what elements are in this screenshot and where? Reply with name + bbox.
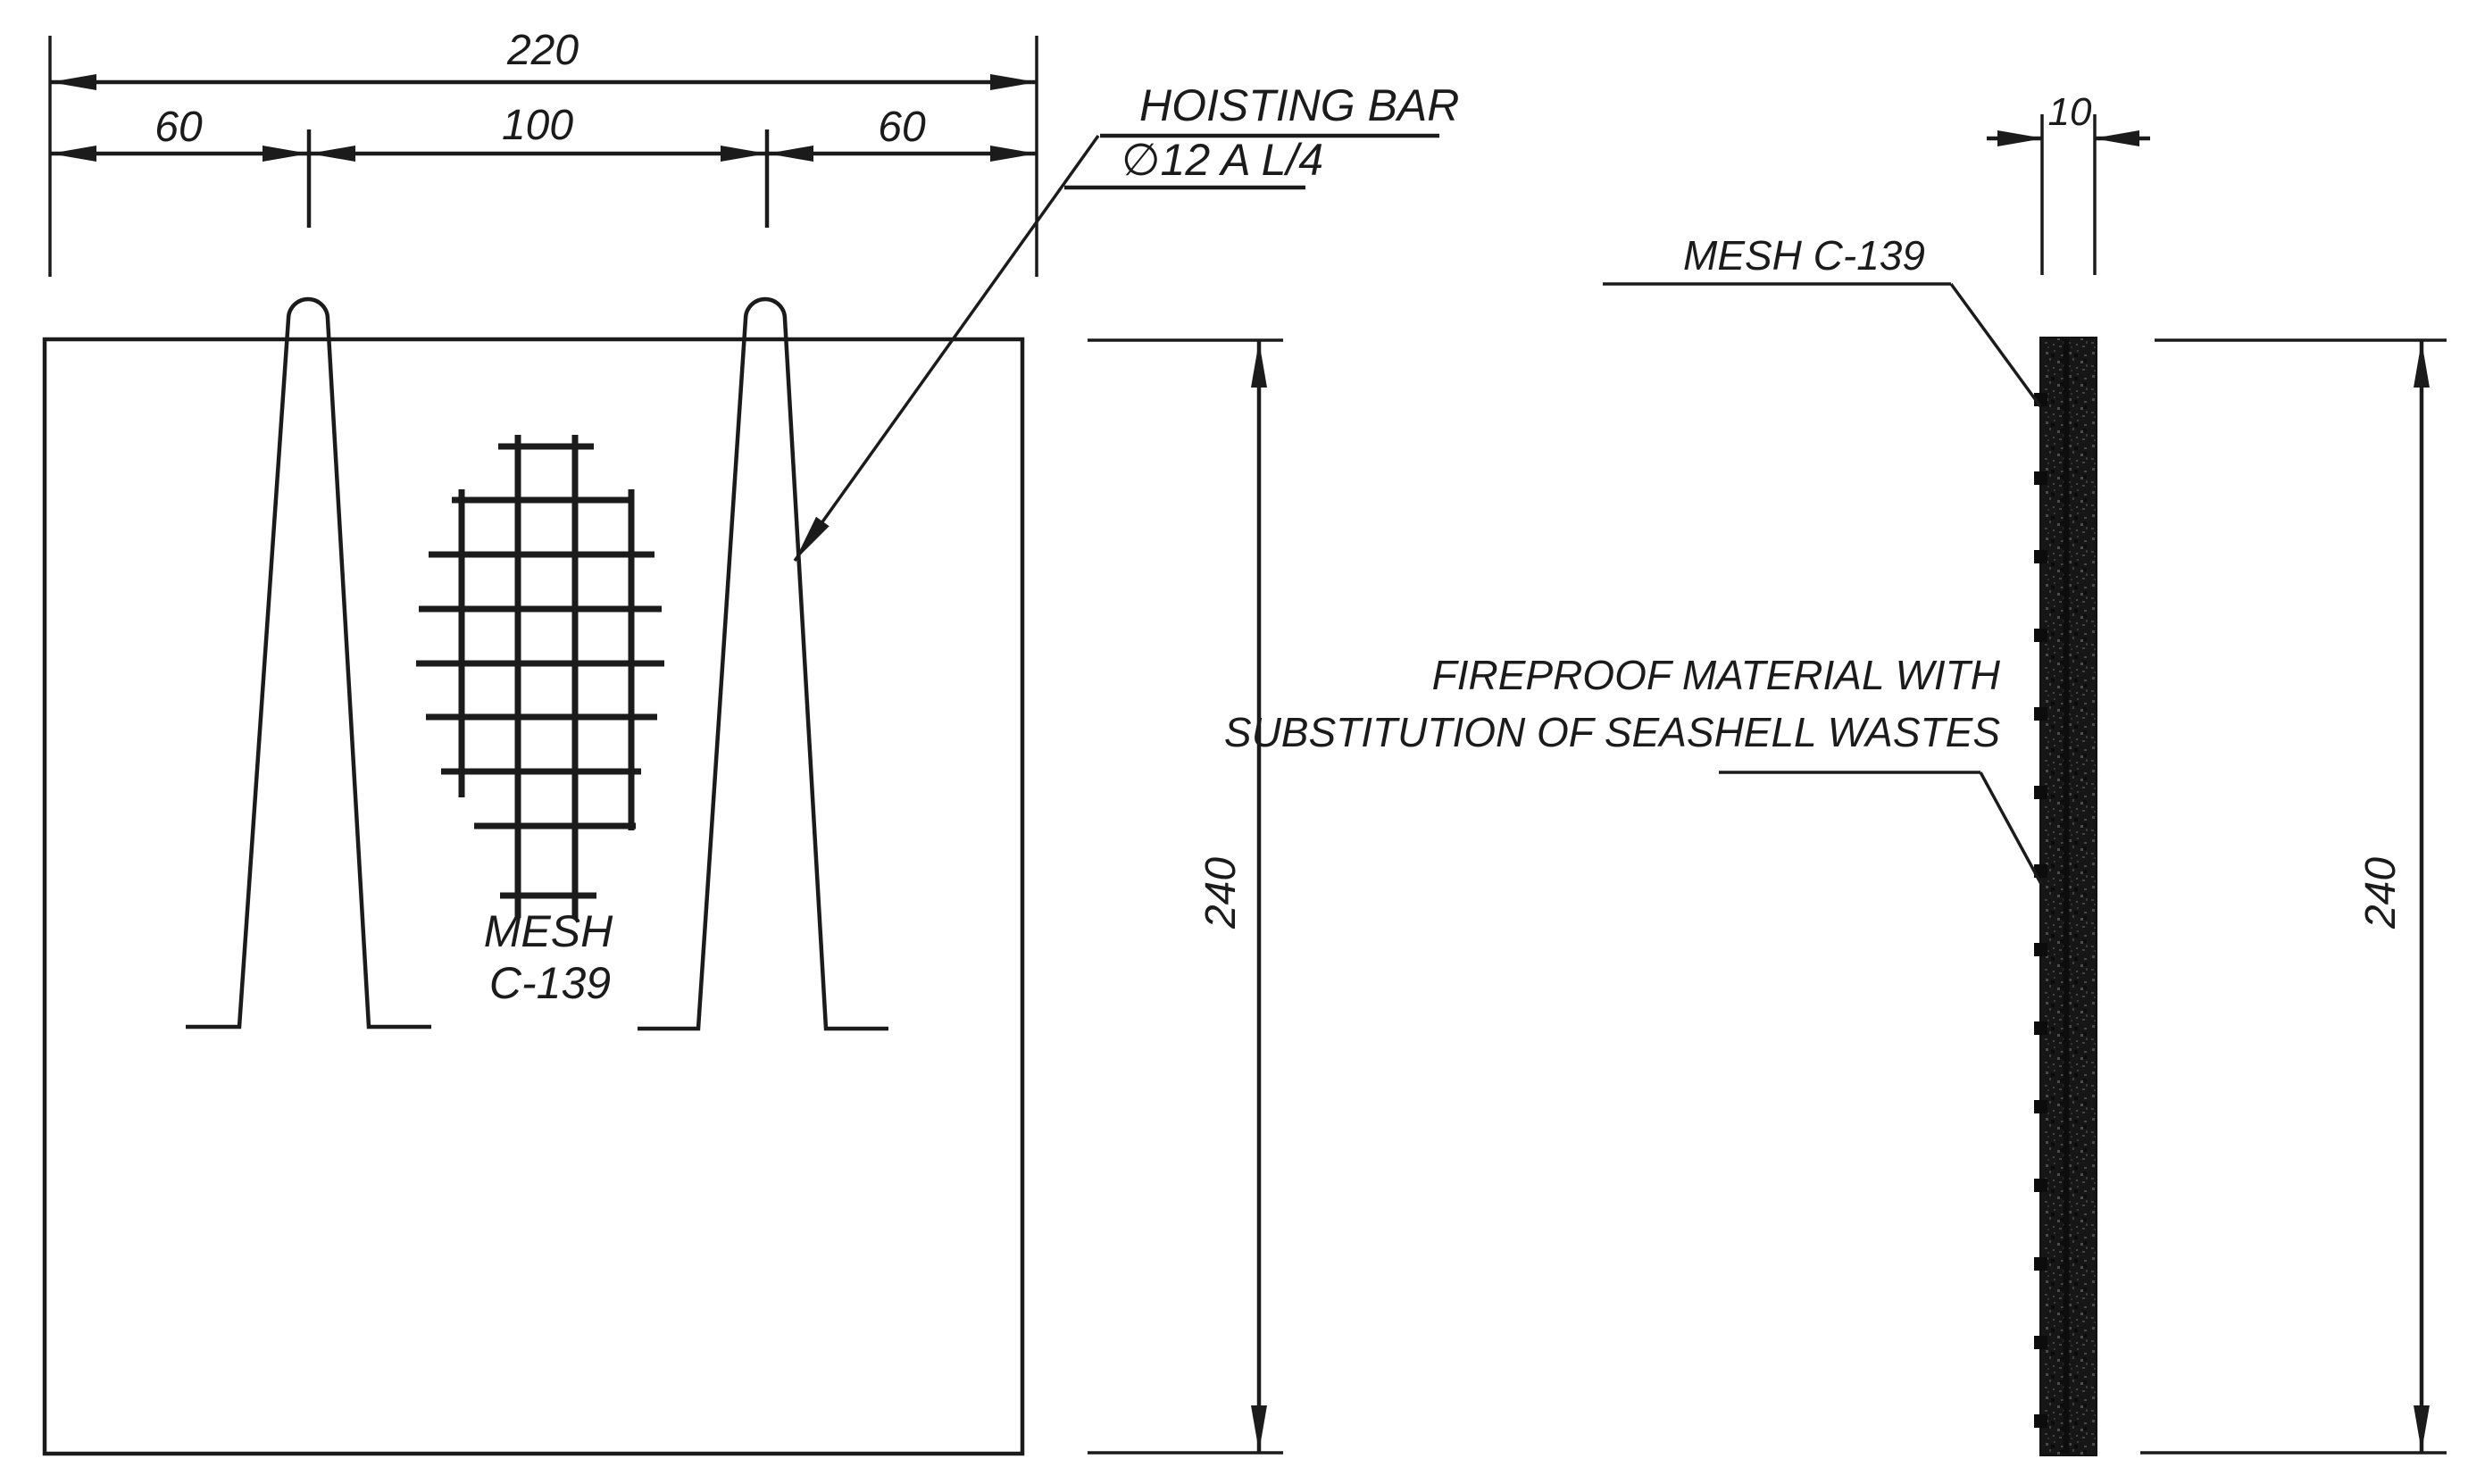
dim-thickness xyxy=(1987,90,2150,275)
leader-line xyxy=(795,136,1098,561)
arrow-down-icon xyxy=(1251,1405,1267,1452)
arrow-icon xyxy=(263,146,309,162)
dim-value-100: 100 xyxy=(501,102,574,149)
dim-value-240-front: 240 xyxy=(1197,856,1245,930)
dim-value-60-right: 60 xyxy=(878,104,926,151)
arrow-up-icon xyxy=(2414,341,2430,388)
arrow-right-icon xyxy=(990,74,1037,90)
hoisting-label-line2: ∅12 A L/4 xyxy=(1121,135,1324,185)
arrow-icon xyxy=(767,146,813,162)
dim-value-240-side: 240 xyxy=(2357,856,2405,930)
dim-height-side xyxy=(2140,340,2447,1453)
arrow-down-icon xyxy=(2414,1405,2430,1452)
mesh-label-line2: C-139 xyxy=(488,958,612,1008)
arrow-right-icon xyxy=(990,146,1037,162)
mesh-grid xyxy=(416,435,664,918)
dim-height-front xyxy=(1088,340,1283,1453)
mesh-label-side: MESH C-139 xyxy=(1683,232,1925,279)
fireproof-label-line2: SUBSTITUTION OF SEASHELL WASTES xyxy=(1223,709,2000,755)
dim-value-60-left: 60 xyxy=(154,104,203,151)
dim-value-220: 220 xyxy=(506,27,579,74)
mesh-callout-side xyxy=(1603,232,2040,406)
leader-line xyxy=(1951,284,2040,406)
hoisting-label-line1: HOISTING BAR xyxy=(1139,80,1460,130)
mesh-label-line1: MESH xyxy=(483,906,613,956)
arrow-left-icon xyxy=(50,74,96,90)
fireproof-callout xyxy=(1224,652,2041,884)
dim-value-10: 10 xyxy=(2047,90,2092,134)
hoisting-bar-right xyxy=(638,299,888,1029)
arrow-up-icon xyxy=(1251,341,1267,388)
arrow-left-icon xyxy=(2093,130,2139,146)
side-view xyxy=(1224,90,2447,1455)
arrow-icon xyxy=(309,146,355,162)
dim-chained-width xyxy=(50,102,1037,228)
leader-arrow-icon xyxy=(788,517,830,565)
arrow-right-icon xyxy=(1997,130,2044,146)
arrow-left-icon xyxy=(50,146,96,162)
leader-line xyxy=(1980,772,2041,884)
fireproof-label-line1: FIREPROOF MATERIAL WITH xyxy=(1431,652,2000,698)
arrow-icon xyxy=(721,146,767,162)
hoisting-bar-left xyxy=(186,299,431,1027)
